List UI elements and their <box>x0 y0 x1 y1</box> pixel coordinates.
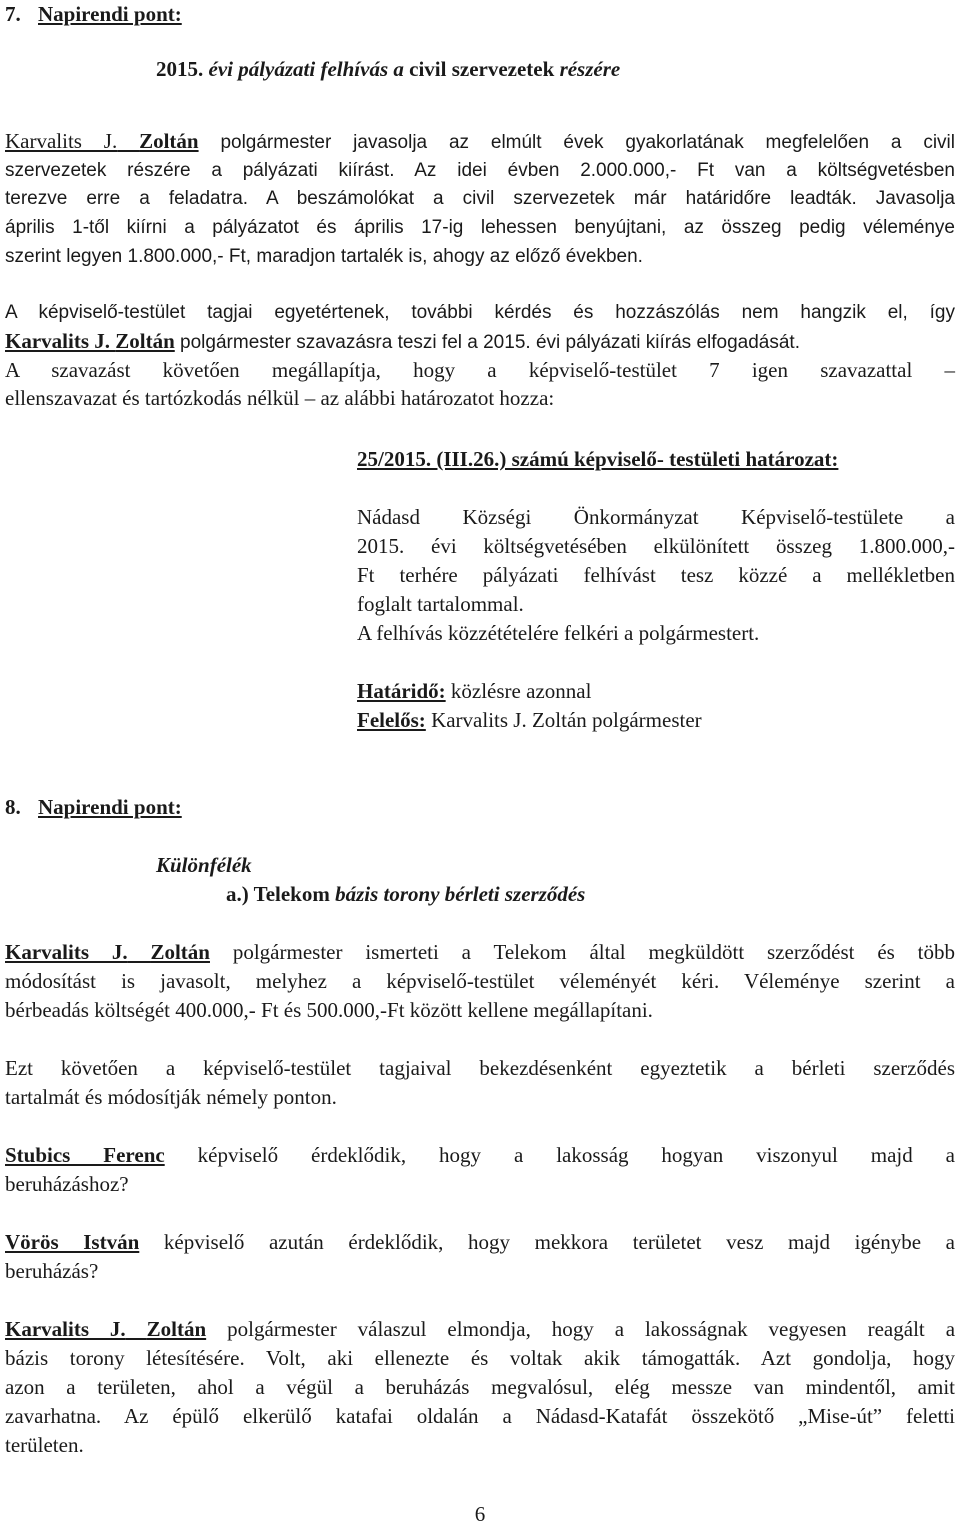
speaker-name: Vörös István <box>5 1230 140 1254</box>
responsible-value: Karvalits J. Zoltán polgármester <box>431 708 702 732</box>
para6-line2: beruházás? <box>5 1259 99 1283</box>
para1-line1: Karvalits J. Zoltán polgármester javasolja az elmúlt évek gyakorlatának megfelelően a civil <box>5 129 955 153</box>
resolution-line5: A felhívás közzétételére felkéri a polgármestert. <box>357 621 760 645</box>
resolution-line3: Ft terhére pályázati felhívást tesz közzé a mellékletben <box>357 563 955 587</box>
para7-line1: Karvalits J. Zoltán polgármester válaszul elmondja, hogy a lakosságnak vegyesen reagált a <box>5 1317 956 1341</box>
deadline-value: közlésre azonnal <box>450 679 592 703</box>
resolution-line1: Nádasd Községi Önkormányzat Képviselő-testülete a <box>357 505 955 529</box>
section-8-item: a.) Telekom bázis torony bérleti szerződés <box>226 882 586 906</box>
para1-line5: szerint legyen 1.800.000,- Ft, maradjon tartalék is, ahogy az előző években. <box>5 246 643 267</box>
page-number: 6 <box>474 1502 486 1526</box>
para1-line4: április 1-től kiírni a pályázatot és április 17-ig lehessen benyújtani, az összeg pedig véleménye <box>5 217 955 238</box>
section-8-title: Napirendi pont: <box>38 795 182 819</box>
speaker-name: Stubics Ferenc <box>5 1143 165 1167</box>
para5-line1: Stubics Ferenc képviselő érdeklődik, hogy a lakosság hogyan viszonyul majd a <box>5 1143 955 1167</box>
para4-line2: tartalmát és módosítják némely ponton. <box>5 1085 337 1109</box>
para2-line1: A képviselő-testület tagjai egyetértenek, további kérdés és hozzászólás nem hangzik el, így <box>5 302 955 323</box>
resolution-line4: foglalt tartalommal. <box>357 592 524 616</box>
para6-line1: Vörös István képviselő azután érdeklődik, hogy mekkora területet vesz majd igénybe a <box>5 1230 955 1254</box>
section-8-subtitle: Különfélék <box>156 853 252 877</box>
para3-line2: módosítást is javasolt, melyhez a képviselő-testület véleményét kéri. Véleménye szerint a <box>5 969 955 993</box>
para5-line2: beruházáshoz? <box>5 1172 129 1196</box>
para2-line4: ellenszavazat és tartózkodás nélkül – az alábbi határozatot hozza: <box>5 386 555 410</box>
speaker-name: Karvalits J. Zoltán <box>5 329 175 353</box>
responsible-label: Felelős: <box>357 708 426 732</box>
deadline-label: Határidő: <box>357 679 446 703</box>
section-7-heading <box>5 0 955 29</box>
resolution-deadline <box>357 677 955 706</box>
section-7-number: 7. <box>5 2 21 26</box>
para3-line1: Karvalits J. Zoltán polgármester ismerteti a Telekom által megküldött szerződést és több <box>5 940 956 964</box>
para1-line2: szervezetek részére a pályázati kiírást. Az idei évben 2.000.000,- Ft van a költségvetésben <box>5 160 955 181</box>
para7-line5: területen. <box>5 1433 84 1457</box>
speaker-name: Karvalits J. Zoltán <box>5 129 199 153</box>
section-7-subject: 2015. évi pályázati felhívás a civil szervezetek részére <box>156 57 621 81</box>
speaker-name: Karvalits J. Zoltán <box>5 1317 207 1341</box>
para3-line3: bérbeadás költségét 400.000,- Ft és 500.000,-Ft között kellene megállapítani. <box>5 998 653 1022</box>
section-8-heading <box>5 793 955 822</box>
resolution-title: 25/2015. (III.26.) számú képviselő- testületi határozat: <box>357 447 839 471</box>
speaker-name: Karvalits J. Zoltán <box>5 940 210 964</box>
para7-line2: bázis torony létesítésére. Volt, aki ellenezte és voltak akik támogatták. Azt gondolja, hogy <box>5 1346 955 1370</box>
para4-line1: Ezt követően a képviselő-testület tagjaival bekezdésenként egyeztetik a bérleti szerződés <box>5 1056 955 1080</box>
para7-line3: azon a területen, ahol a végül a beruházás megvalósul, elég messze van mindentől, amit <box>5 1375 955 1399</box>
para7-line4: zavarhatna. Az épülő elkerülő katafai oldalán a Nádasd-Katafát összekötő „Mise-út” feletti <box>5 1404 955 1428</box>
section-7-title: Napirendi pont: <box>38 2 182 26</box>
para2-line3: A szavazást követően megállapítja, hogy a képviselő-testület 7 igen szavazattal – <box>5 358 955 382</box>
para2-line2: Karvalits J. Zoltán polgármester szavazásra teszi fel a 2015. évi pályázati kiírás elfogadását. <box>5 329 800 353</box>
resolution-responsible <box>357 706 955 735</box>
para1-line3: terezve erre a feladatra. A beszámolókat a civil szervezetek már határidőre leadták. Javasolja <box>5 188 955 209</box>
resolution-line2: 2015. évi költségvetésében elkülönített összeg 1.800.000,- <box>357 534 955 558</box>
section-8-number: 8. <box>5 795 21 819</box>
